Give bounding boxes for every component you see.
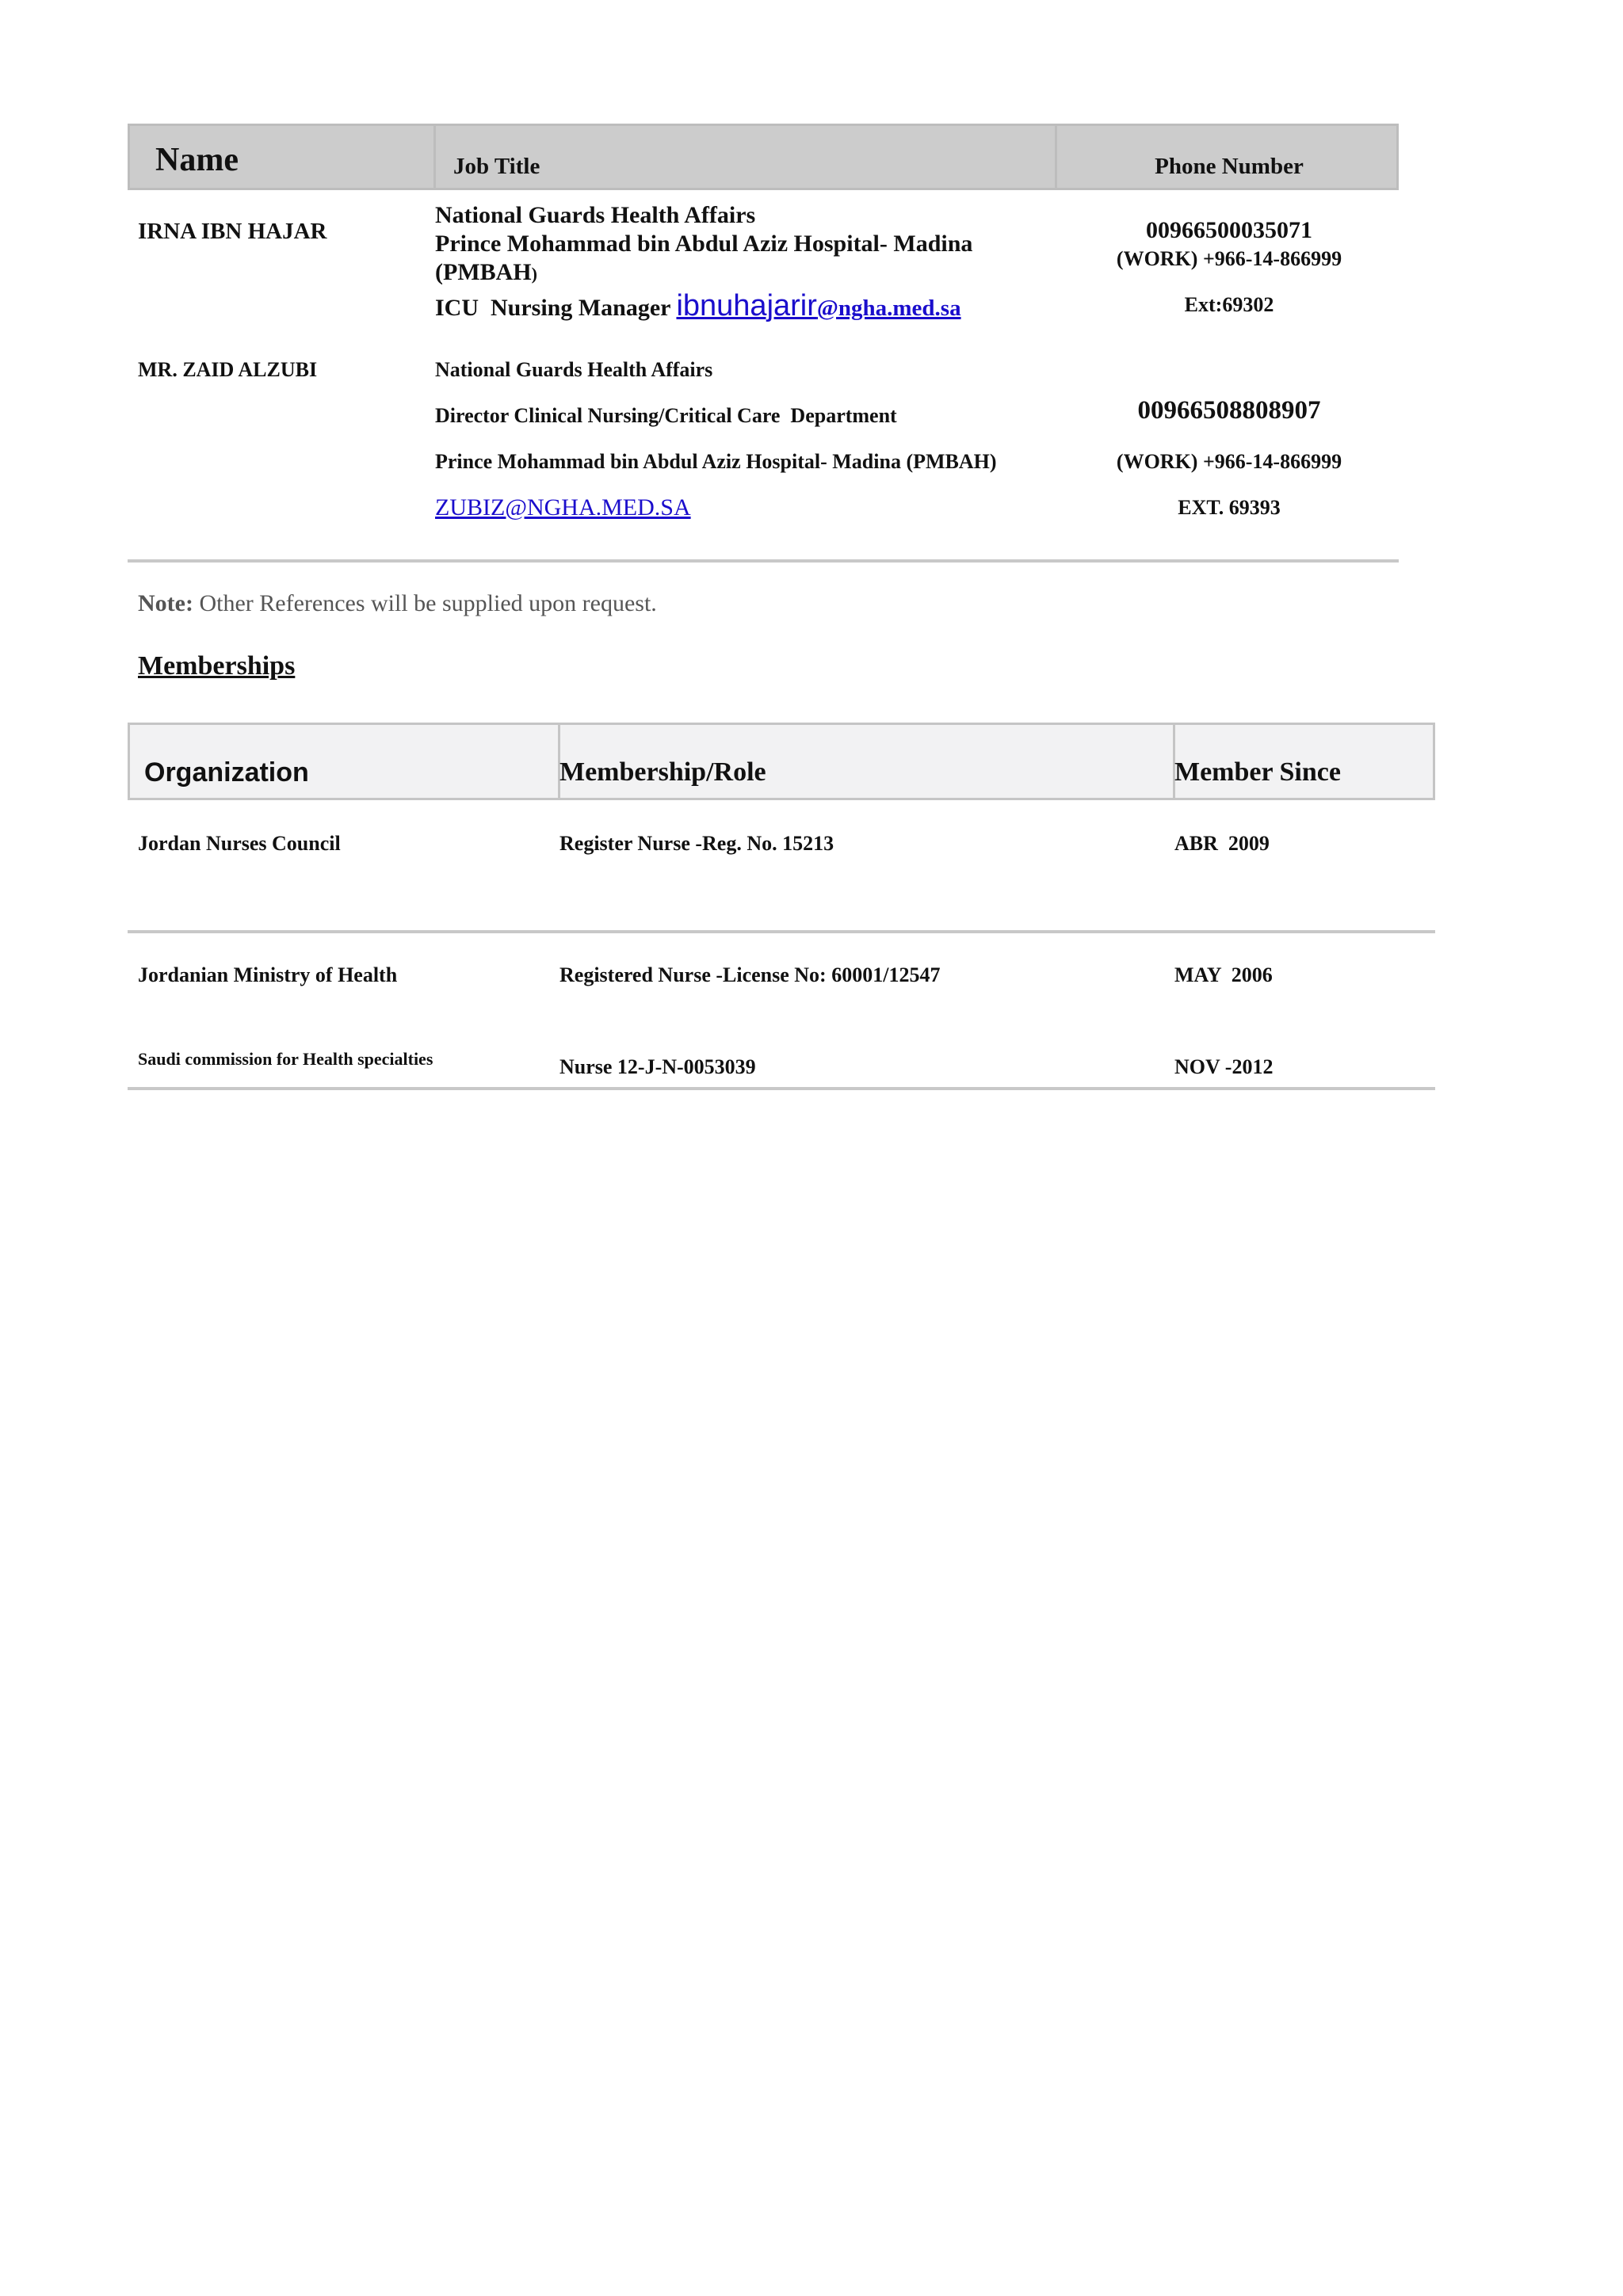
header-name: Name xyxy=(155,142,239,178)
row-divider xyxy=(128,930,1435,933)
membership-role: Nurse 12-J-N-0053039 xyxy=(559,1055,756,1078)
membership-since: ABR 2009 xyxy=(1174,832,1270,855)
header-phone-number: Phone Number xyxy=(1155,154,1304,179)
header-member-since: Member Since xyxy=(1174,757,1341,787)
reference-email-link[interactable]: ibnuhajarir@ngha.med.sa xyxy=(676,289,961,322)
reference-role: ICU Nursing Manager ibnuhajarir@ngha.med.sa xyxy=(435,289,961,322)
reference-phone-work: (WORK) +966-14-866999 xyxy=(1116,247,1342,270)
reference-hospital: Prince Mohammad bin Abdul Aziz Hospital- Madina (PMBAH) xyxy=(435,450,997,473)
reference-hospital: Prince Mohammad bin Abdul Aziz Hospital- Madina xyxy=(435,231,973,257)
reference-phone-mobile: 00966508808907 xyxy=(1137,396,1321,425)
reference-job-title: Director Clinical Nursing/Critical Care Department xyxy=(435,404,897,427)
membership-organization: Saudi commission for Health specialties xyxy=(138,1049,433,1069)
membership-since: MAY 2006 xyxy=(1174,963,1273,986)
column-divider xyxy=(433,126,436,188)
reference-phone-ext: EXT. 69393 xyxy=(1178,496,1281,519)
membership-role: Registered Nurse -License No: 60001/12547 xyxy=(559,963,941,986)
reference-phone-ext: Ext:69302 xyxy=(1184,293,1274,316)
membership-role: Register Nurse -Reg. No. 15213 xyxy=(559,832,834,855)
reference-name: IRNA IBN HAJAR xyxy=(138,219,327,244)
header-organization: Organization xyxy=(144,757,309,788)
reference-employer: National Guards Health Affairs xyxy=(435,202,756,228)
reference-employer: National Guards Health Affairs xyxy=(435,358,713,381)
row-divider xyxy=(128,1087,1435,1090)
reference-hospital-abbrev: (PMBAH) xyxy=(435,259,537,285)
reference-email-link[interactable]: ZUBIZ@NGHA.MED.SA xyxy=(435,494,691,521)
reference-name: MR. ZAID ALZUBI xyxy=(138,358,318,381)
reference-phone-mobile: 00966500035071 xyxy=(1146,217,1312,243)
references-note: Note: Other References will be supplied upon request. xyxy=(138,590,657,616)
references-divider xyxy=(128,559,1399,563)
section-title-memberships: Memberships xyxy=(138,651,296,681)
header-job-title: Job Title xyxy=(453,154,540,179)
membership-organization: Jordanian Ministry of Health xyxy=(138,963,398,986)
membership-since: NOV -2012 xyxy=(1174,1055,1274,1078)
membership-organization: Jordan Nurses Council xyxy=(138,832,341,855)
header-membership-role: Membership/Role xyxy=(559,757,766,787)
reference-phone-work: (WORK) +966-14-866999 xyxy=(1116,450,1342,473)
